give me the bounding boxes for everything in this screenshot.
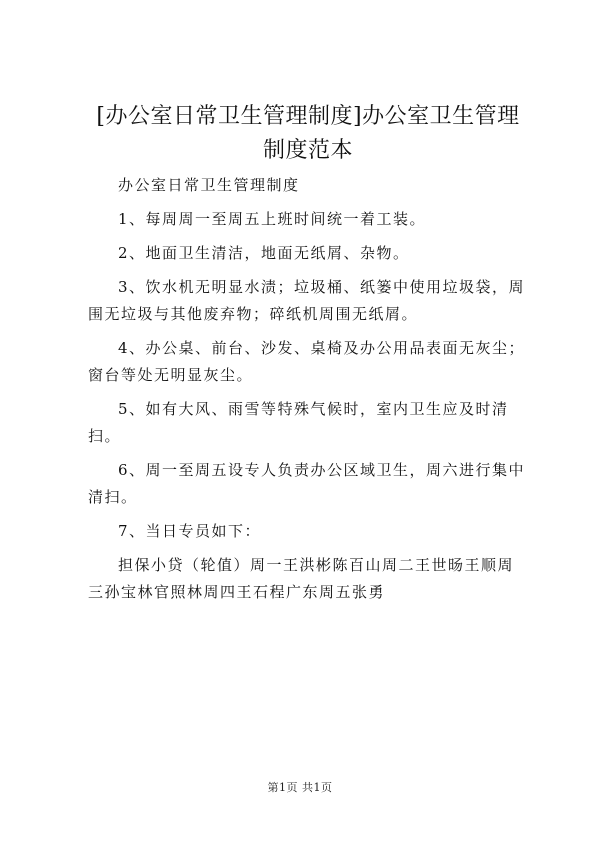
paragraph-item-3: 3、饮水机无明显水渍；垃圾桶、纸篓中使用垃圾袋，周围无垃圾与其他废弃物；碎纸机周围无纸屑。 bbox=[88, 278, 526, 323]
page-footer: 第1页 共1页 bbox=[267, 781, 333, 794]
paragraph-item-2: 2、地面卫生清洁，地面无纸屑、杂物。 bbox=[118, 244, 410, 262]
paragraph-item-7: 7、当日专员如下： bbox=[118, 522, 262, 540]
paragraph-heading: 办公室日常卫生管理制度 bbox=[118, 176, 300, 194]
paragraph-duty-roster: 担保小贷（轮值）周一王洪彬陈百山周二王世旸王顺周三孙宝林官照林周四王石程广东周五张勇 bbox=[88, 556, 515, 601]
paragraph-item-4: 4、办公桌、前台、沙发、桌椅及办公用品表面无灰尘；窗台等处无明显灰尘。 bbox=[88, 339, 526, 384]
paragraph-item-1: 1、每周周一至周五上班时间统一着工装。 bbox=[118, 210, 427, 228]
paragraph-item-6: 6、周一至周五设专人负责办公区域卫生，周六进行集中清扫。 bbox=[88, 461, 526, 506]
paragraph-item-5: 5、如有大风、雨雪等特殊气候时，室内卫生应及时清扫。 bbox=[88, 400, 509, 445]
document-title: [办公室日常卫生管理制度]办公室卫生管理制度范本 bbox=[96, 104, 520, 163]
document-body bbox=[88, 172, 528, 613]
